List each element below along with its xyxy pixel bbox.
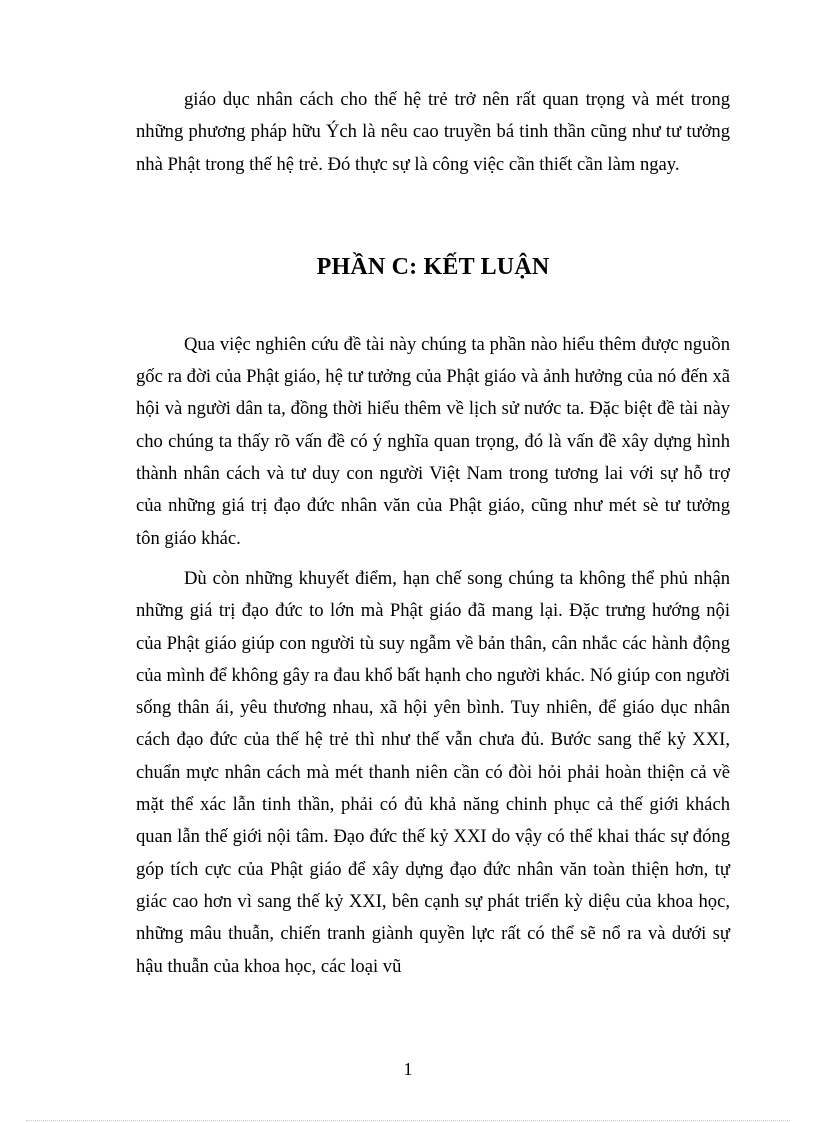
- continuation-paragraph: giáo dục nhân cách cho thế hệ trẻ trở nên rất quan trọng và mét trong những phương pháp hữu Ých là nêu cao truyền bá tinh thần cũng như tư tưởng nhà Phật trong thế hệ trẻ. Đó thực sự là công việc cần thiết cần làm ngay.: [136, 89, 730, 175]
- page-content: [136, 84, 730, 983]
- conclusion-paragraph-1: Qua việc nghiên cứu đề tài này chúng ta phần nào hiểu thêm được nguồn gốc ra đời của Phật giáo, hệ tư tưởng của Phật giáo và ảnh hưởng của nó đến xã hội và người dân ta, đồng thời hiểu thêm về lịch sử nước ta. Đặc biệt đề tài này cho chúng ta thấy rõ vấn đề có ý nghĩa quan trọng, đó là vấn đề xây dựng hình thành nhân cách và tư duy con người Việt Nam trong tương lai với sự hỗ trợ của những giá trị đạo đức nhân văn của Phật giáo, cũng như mét sè tư tưởng tôn giáo khác.: [136, 333, 730, 549]
- page-bottom-divider: [26, 1120, 790, 1121]
- conclusion-paragraph-2: Dù còn những khuyết điểm, hạn chế song chúng ta không thể phủ nhận những giá trị đạo đức to lớn mà Phật giáo đã mang lại. Đặc trưng hướng nội của Phật giáo giúp con người tù suy ngẫm về bản thân, cân nhắc các hành động của mình để không gây ra đau khổ bất hạnh cho người khác. Nó giúp con người sống thân ái, yêu thương nhau, xã hội yên bình. Tuy nhiên, để giáo dục nhân cách đạo đức của thế hệ trẻ thì như thế vẫn chưa đủ. Bước sang thế kỷ XXI, chuẩn mực nhân cách mà mét thanh niên cần có đòi hỏi phải hoàn thiện cả về mặt thể xác lẫn tinh thần, phải có đủ khả năng chinh phục cả thế giới khách quan lẫn thế giới nội tâm. Đạo đức thế kỷ XXI do vậy có thể khai thác sự đóng góp tích cực của Phật giáo để xây dựng đạo đức nhân văn toàn thiện hơn, tự giác cao hơn vì sang thế kỷ XXI, bên cạnh sự phát triển kỳ diệu của khoa học, những mâu thuẫn, chiến tranh giành quyền lực rất có thể sẽ nổ ra và dưới sự hậu thuẫn của khoa học, các loại vũ: [136, 567, 730, 977]
- section-heading: PHẦN C: KẾT LUẬN: [316, 253, 550, 280]
- page-number: 1: [403, 1059, 413, 1079]
